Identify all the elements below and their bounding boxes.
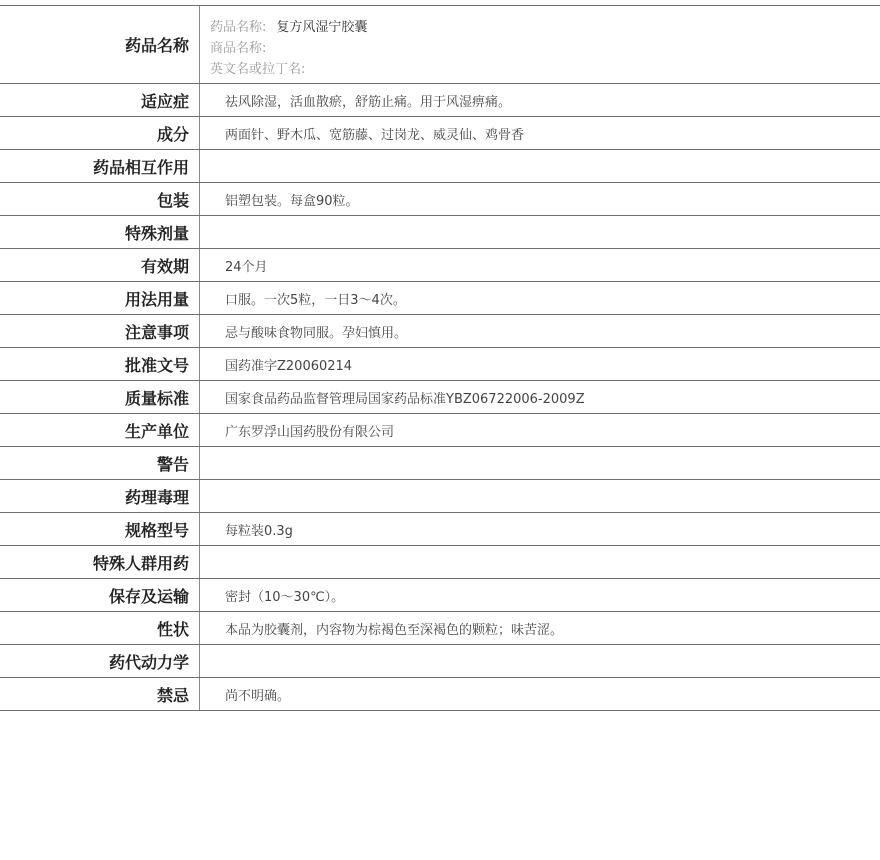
trade-name-label: 商品名称: <box>210 41 267 56</box>
row-label <box>0 447 200 479</box>
row-label <box>0 282 200 314</box>
row-label <box>0 678 200 710</box>
row-label-text: 警告 <box>156 454 189 474</box>
table-row <box>0 348 880 381</box>
table-row <box>0 513 880 546</box>
row-label <box>0 546 200 578</box>
row-label-text: 用法用量 <box>124 289 189 309</box>
row-label-text: 有效期 <box>140 256 189 276</box>
row-value: 口服。一次5粒，一日3～4次。 <box>225 292 406 308</box>
row-label-text: 成分 <box>156 124 189 144</box>
table-row <box>0 645 880 678</box>
english-name-label: 英文名或拉丁名: <box>210 62 306 77</box>
row-label <box>0 216 200 248</box>
row-label <box>0 480 200 512</box>
row-label <box>0 249 200 281</box>
row-label-text: 药理毒理 <box>124 487 189 507</box>
table-row <box>0 282 880 315</box>
row-label-text: 药品名称 <box>124 36 189 55</box>
row-label-text: 注意事项 <box>124 322 189 342</box>
row-label <box>0 117 200 149</box>
row-label <box>0 348 200 380</box>
row-label <box>0 414 200 446</box>
table-row <box>0 315 880 348</box>
row-label-text: 适应症 <box>140 91 189 111</box>
row-label-text: 包装 <box>156 190 189 210</box>
table-row <box>0 249 880 282</box>
row-label <box>0 645 200 677</box>
row-label-text: 保存及运输 <box>108 586 189 606</box>
row-value: 国药准字Z20060214 <box>225 358 353 374</box>
row-label <box>0 612 200 644</box>
row-value: 密封（10～30℃）。 <box>225 589 345 605</box>
drug-name-value: 复方风湿宁胶囊 <box>276 20 368 35</box>
row-label <box>0 150 200 182</box>
row-value: 国家食品药品监督管理局国家药品标准YBZ06722006-2009Z <box>225 391 585 407</box>
english-name-line <box>210 59 315 80</box>
row-value: 本品为胶囊剂，内容物为棕褐色至深褐色的颗粒；味苦涩。 <box>225 622 564 638</box>
table-row <box>0 546 880 579</box>
row-label-text: 性状 <box>156 619 189 639</box>
row-value <box>200 645 880 677</box>
table-row <box>0 216 880 249</box>
table-body <box>0 84 880 711</box>
row-label <box>0 513 200 545</box>
row-value <box>200 6 880 83</box>
row-label-text: 规格型号 <box>124 520 189 540</box>
row-label <box>0 315 200 347</box>
row-value <box>200 216 880 248</box>
row-value: 忌与酸味食物同服。孕妇慎用。 <box>225 325 408 341</box>
row-value: 两面针、野木瓜、宽筋藤、过岗龙、威灵仙、鸡骨香 <box>225 127 525 143</box>
table-row <box>0 183 880 216</box>
drug-name-line <box>210 17 367 38</box>
row-value: 广东罗浮山国药股份有限公司 <box>225 424 395 440</box>
row-label <box>0 381 200 413</box>
row-label-text: 特殊人群用药 <box>92 553 189 573</box>
row-value: 尚不明确。 <box>225 688 291 704</box>
row-label-text: 生产单位 <box>124 421 189 441</box>
trade-name-line <box>210 38 276 59</box>
row-label <box>0 6 200 83</box>
row-value <box>200 447 880 479</box>
drug-name-row <box>0 6 880 84</box>
row-label <box>0 183 200 215</box>
table-row <box>0 117 880 150</box>
table-row <box>0 414 880 447</box>
table-row <box>0 579 880 612</box>
drug-info-table <box>0 5 880 711</box>
table-row <box>0 150 880 183</box>
row-value: 24个月 <box>225 259 268 275</box>
row-value <box>200 546 880 578</box>
row-label-text: 质量标准 <box>124 388 189 408</box>
row-label-text: 禁忌 <box>156 685 189 705</box>
row-value <box>200 150 880 182</box>
table-row <box>0 678 880 711</box>
row-label-text: 特殊剂量 <box>124 223 189 243</box>
drug-name-label: 药品名称: <box>210 20 267 35</box>
table-row <box>0 381 880 414</box>
table-row <box>0 612 880 645</box>
row-value: 每粒装0.3g <box>225 523 293 539</box>
row-value <box>200 480 880 512</box>
row-value: 祛风除湿，活血散瘀，舒筋止痛。用于风湿痹痛。 <box>225 94 512 110</box>
table-row <box>0 84 880 117</box>
row-label <box>0 84 200 116</box>
row-label-text: 药品相互作用 <box>92 157 189 177</box>
row-label-text: 药代动力学 <box>108 652 189 672</box>
row-label-text: 批准文号 <box>124 355 189 375</box>
table-row <box>0 447 880 480</box>
table-row <box>0 480 880 513</box>
row-label <box>0 579 200 611</box>
row-value: 铝塑包装。每盒90粒。 <box>225 193 359 209</box>
